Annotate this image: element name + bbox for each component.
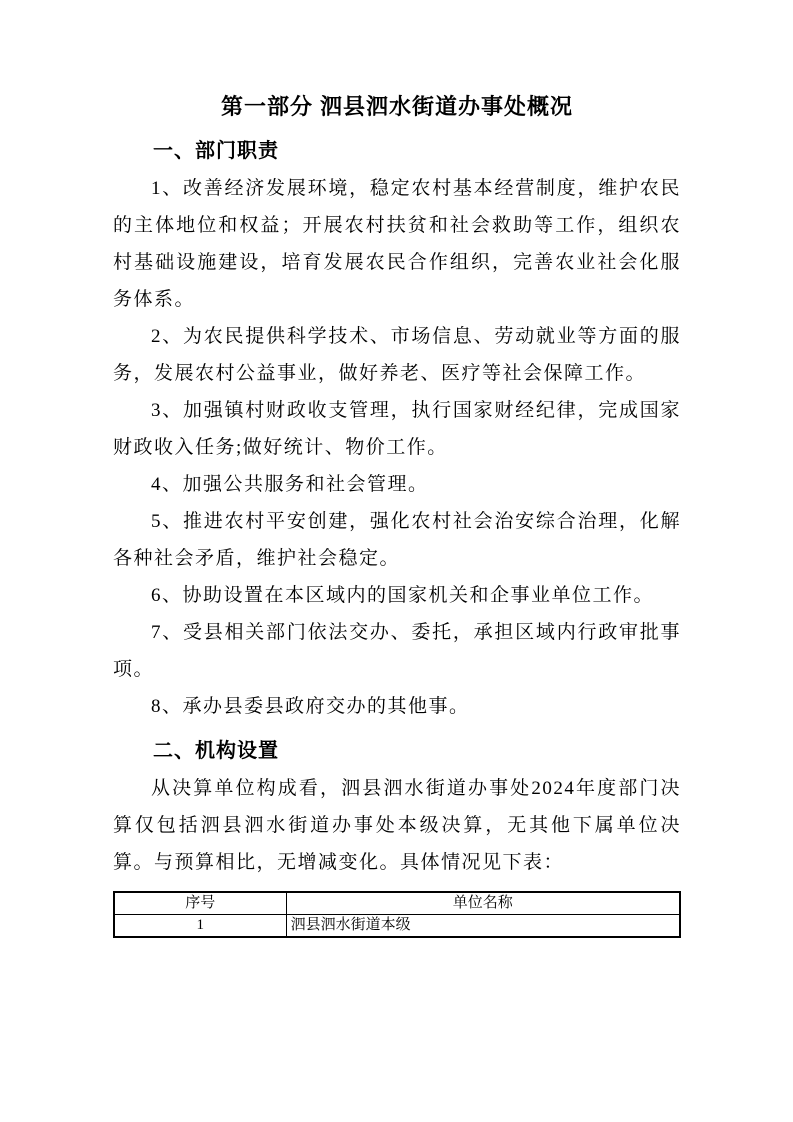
unit-row-name: 泗县泗水街道本级 (286, 915, 680, 938)
unit-table-header-name: 单位名称 (286, 892, 680, 915)
document-title: 第一部分 泗县泗水街道办事处概况 (220, 94, 574, 119)
duty-paragraph-4: 4、加强公共服务和社会管理。 (151, 474, 429, 495)
unit-table-header-index: 序号 (114, 892, 286, 915)
organization-paragraph: 从决算单位构成看，泗县泗水街道办事处2024年度部门决算仅包括泗县泗水街道办事处本级决算，无其他下属单位决算。与预算相比，无增减变化。具体情况见下表： (113, 778, 681, 873)
duty-paragraph-5: 5、推进农村平安创建，强化农村社会治安综合治理，化解各种社会矛盾，维护社会稳定。 (113, 511, 681, 569)
duty-paragraph-3: 3、加强镇村财政收支管理，执行国家财经纪律，完成国家财政收入任务;做好统计、物价工作。 (113, 400, 681, 458)
unit-table (113, 891, 681, 938)
duty-paragraph-8: 8、承办县委县政府交办的其他事。 (151, 696, 470, 717)
unit-table-header-row (114, 892, 680, 915)
unit-row-index: 1 (114, 915, 286, 938)
section-heading-duties: 一、部门职责 (153, 140, 279, 162)
duty-paragraph-7: 7、受县相关部门依法交办、委托，承担区域内行政审批事项。 (113, 622, 681, 680)
duty-paragraph-1: 1、改善经济发展环境，稳定农村基本经营制度，维护农民的主体地位和权益；开展农村扶贫和社会救助等工作，组织农村基础设施建设，培育发展农民合作组织，完善农业社会化服务体系。 (113, 178, 681, 310)
duty-paragraph-6: 6、协助设置在本区域内的国家机关和企事业单位工作。 (151, 585, 655, 606)
duty-paragraph-2: 2、为农民提供科学技术、市场信息、劳动就业等方面的服务，发展农村公益事业，做好养老、医疗等社会保障工作。 (113, 326, 681, 384)
section-heading-organization: 二、机构设置 (153, 740, 279, 762)
unit-table-row (114, 915, 680, 938)
